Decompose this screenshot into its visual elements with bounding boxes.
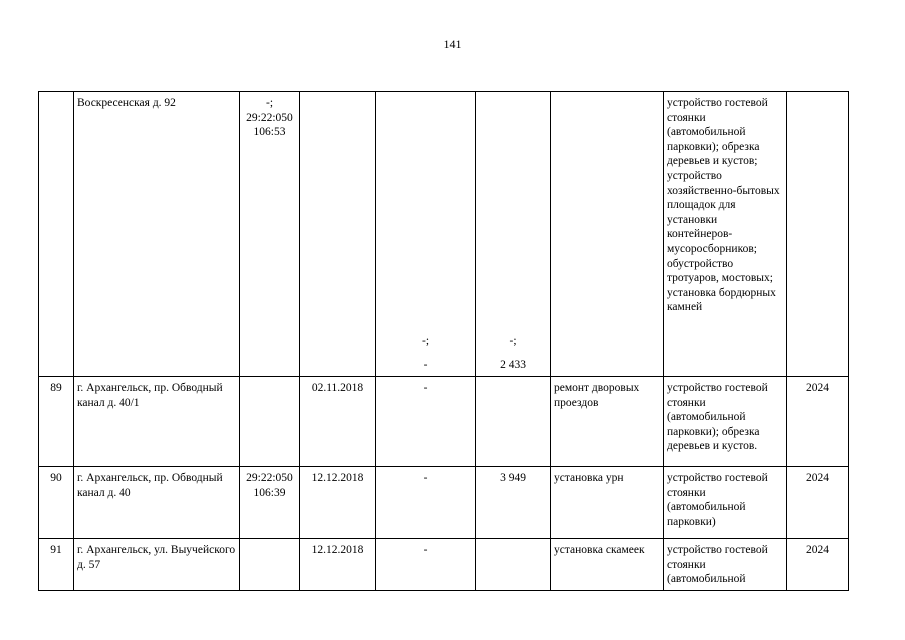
area-value-bottom: -	[423, 359, 428, 371]
area-cell: -	[376, 539, 476, 591]
area-value-top: -;	[421, 335, 430, 347]
cadastral-line: 29:22:050	[246, 472, 293, 484]
row-number: 91	[39, 539, 74, 591]
cadastral-cell	[240, 377, 300, 467]
area-cell	[376, 92, 476, 377]
area-cell: -	[376, 377, 476, 467]
row-number	[39, 92, 74, 377]
date-cell	[300, 92, 376, 377]
cadastral-line: 106:53	[253, 126, 286, 139]
area-total-cell	[476, 377, 551, 467]
year-cell: 2024	[787, 377, 849, 467]
date-cell: 12.12.2018	[300, 467, 376, 539]
year-cell: 2024	[787, 539, 849, 591]
table-row	[39, 539, 849, 591]
address-cell: Воскресенская д. 92	[74, 92, 240, 377]
address-cell: г. Архангельск, ул. Выучейского д. 57	[74, 539, 240, 591]
cadastral-line: -;	[265, 97, 274, 109]
area-total-cell	[476, 92, 551, 377]
area-total-bottom: 2 433	[500, 359, 526, 371]
cadastral-line: 106:39	[253, 486, 286, 499]
table-row	[39, 92, 849, 377]
planned-work-cell: устройство гостевой стоянки (автомобильной парковки); обрезка деревьев и кустов; устройство хозяйственно-бытовых площадок для установки контейнеров-мусоросборников; обустройство тротуаров, мостовых; установка бордюрных камней	[664, 92, 787, 377]
cadastral-cell	[240, 467, 300, 539]
cadastral-cell	[240, 92, 300, 377]
cadastral-line: 29:22:050	[246, 111, 293, 124]
table-row	[39, 377, 849, 467]
cadastral-cell	[240, 539, 300, 591]
area-cell: -	[376, 467, 476, 539]
table-row	[39, 467, 849, 539]
register-table	[38, 91, 849, 591]
work-cell	[551, 92, 664, 377]
planned-work-cell: устройство гостевой стоянки (автомобильной парковки); обрезка деревьев и кустов.	[664, 377, 787, 467]
year-cell	[787, 92, 849, 377]
year-cell: 2024	[787, 467, 849, 539]
planned-work-cell: устройство гостевой стоянки (автомобильной парковки)	[664, 467, 787, 539]
work-cell: ремонт дворовых проездов	[551, 377, 664, 467]
page-number: 141	[443, 37, 462, 51]
date-cell: 02.11.2018	[300, 377, 376, 467]
work-cell: установка скамеек	[551, 539, 664, 591]
planned-work-cell: устройство гостевой стоянки (автомобильной	[664, 539, 787, 591]
work-cell: установка урн	[551, 467, 664, 539]
address-cell: г. Архангельск, пр. Обводный канал д. 40/1	[74, 377, 240, 467]
date-cell: 12.12.2018	[300, 539, 376, 591]
area-total-cell: 3 949	[476, 467, 551, 539]
row-number: 89	[39, 377, 74, 467]
row-number: 90	[39, 467, 74, 539]
area-total-top: -;	[509, 335, 517, 347]
address-cell: г. Архангельск, пр. Обводный канал д. 40	[74, 467, 240, 539]
area-total-cell	[476, 539, 551, 591]
